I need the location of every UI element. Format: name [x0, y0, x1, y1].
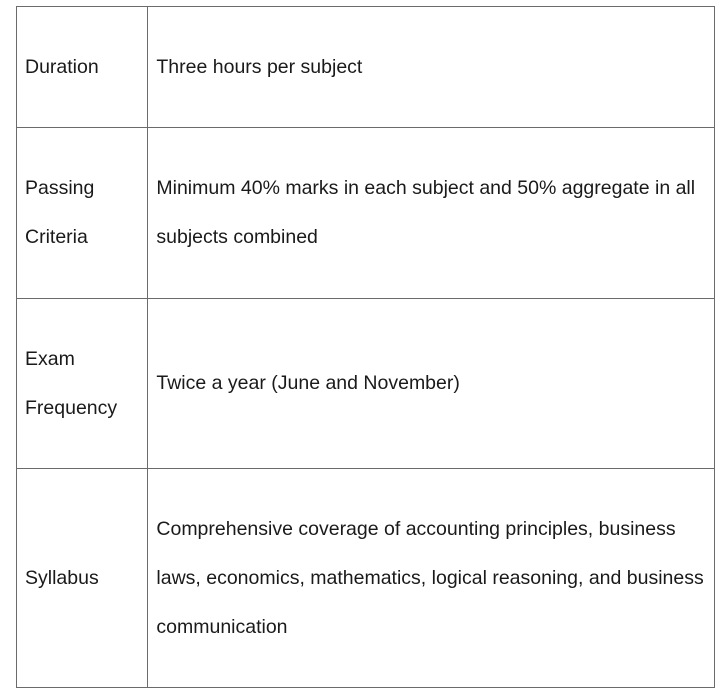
table-row-syllabus	[17, 469, 715, 688]
exam-details-table	[16, 6, 715, 688]
row-label-syllabus: Syllabus	[17, 469, 148, 688]
row-value-passing-criteria: Minimum 40% marks in each subject and 50% aggregate in all subjects combined	[148, 128, 715, 299]
row-value-duration: Three hours per subject	[148, 7, 715, 128]
row-label-passing-criteria: Passing Criteria	[17, 128, 148, 299]
row-value-syllabus: Comprehensive coverage of accounting principles, business laws, economics, mathematics, logical reasoning, and business communication	[148, 469, 715, 688]
table-row-passing-criteria	[17, 128, 715, 299]
table-row-exam-frequency	[17, 299, 715, 469]
row-value-exam-frequency: Twice a year (June and November)	[148, 299, 715, 469]
table-row-duration	[17, 7, 715, 128]
row-label-duration: Duration	[17, 7, 148, 128]
row-label-exam-frequency: Exam Frequency	[17, 299, 148, 469]
